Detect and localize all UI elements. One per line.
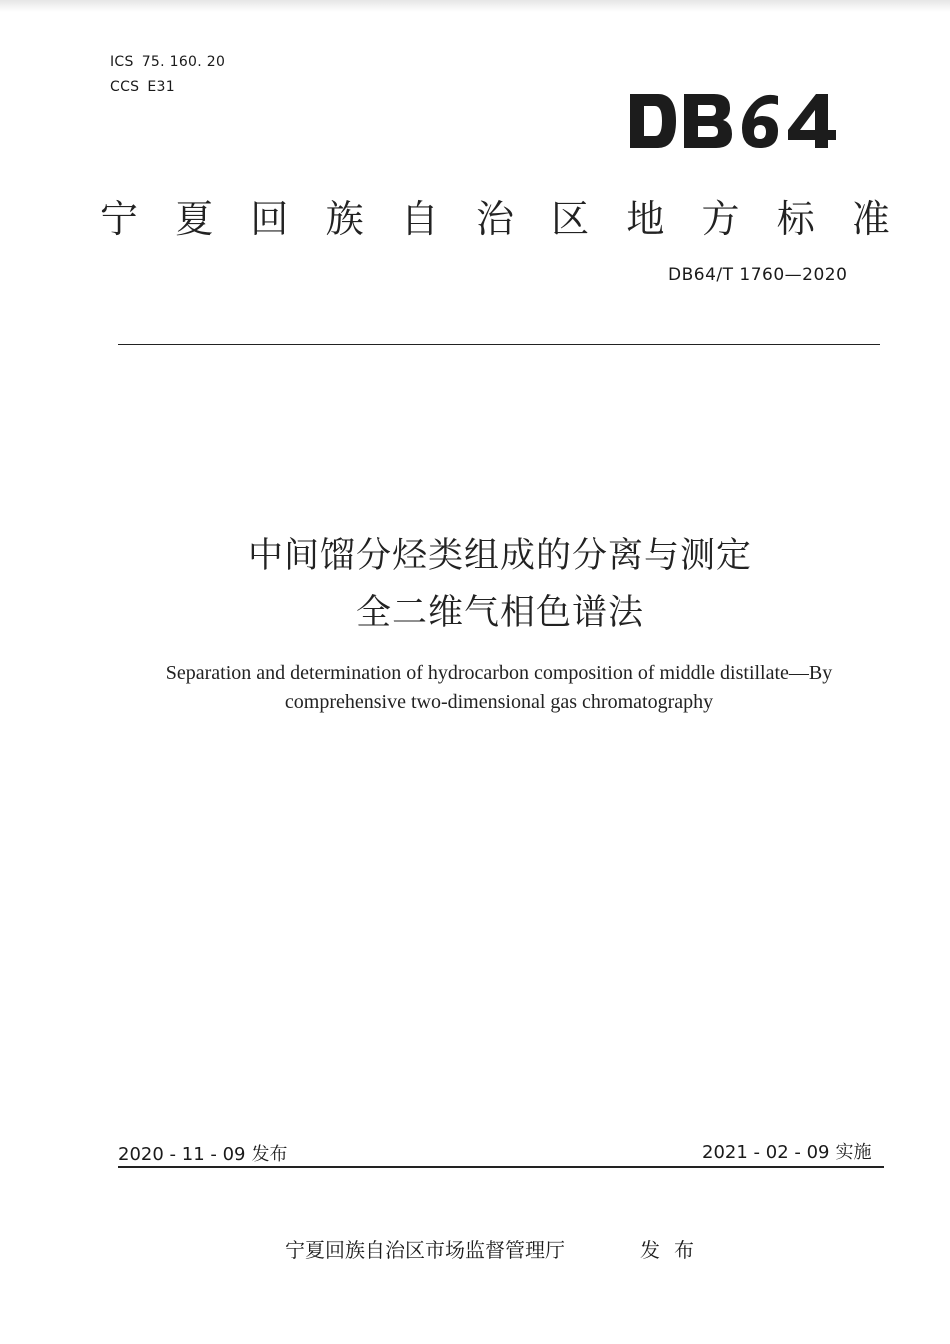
- publish-date-value: 2020 - 11 - 09: [118, 1144, 246, 1165]
- implement-date-value: 2021 - 02 - 09: [702, 1142, 830, 1163]
- issued-label: 发布: [640, 1238, 708, 1262]
- header-divider: [118, 344, 880, 345]
- publish-label: 发布: [251, 1144, 288, 1165]
- standard-kind-char: 自: [400, 197, 439, 241]
- ccs-label: CCS: [110, 79, 140, 95]
- ics-value: 75. 160. 20: [141, 54, 226, 70]
- standard-kind-char: 准: [851, 197, 890, 241]
- standard-kind-char: 回: [250, 197, 289, 241]
- standard-kind-char: 夏: [175, 197, 214, 241]
- title-cn-line1: 中间馏分烃类组成的分离与测定: [247, 536, 752, 576]
- db64-logo-graphic: [628, 86, 840, 156]
- title-cn-line2: 全二维气相色谱法: [355, 593, 644, 633]
- ics-label: ICS: [110, 54, 134, 70]
- standard-kind-char: 宁: [100, 197, 139, 241]
- publish-date: [118, 1140, 288, 1166]
- ics-code: [110, 54, 225, 70]
- issuer-name: 宁夏回族自治区市场监督管理厅: [285, 1238, 565, 1262]
- standard-kind: [100, 188, 890, 243]
- implement-date: [702, 1138, 872, 1164]
- standard-number: DB64/T 1760—2020: [668, 265, 848, 285]
- db64-logo: [628, 86, 840, 156]
- footer-divider: [118, 1166, 884, 1168]
- implement-label: 实施: [835, 1142, 872, 1163]
- standard-kind-char: 方: [701, 197, 740, 241]
- ccs-value: E31: [147, 79, 175, 95]
- ccs-code: [110, 79, 175, 95]
- title-en-line1: Separation and determination of hydrocarbon composition of middle distillate—By: [165, 662, 833, 684]
- standard-kind-char: 治: [475, 197, 514, 241]
- standard-kind-char: 标: [776, 197, 815, 241]
- standard-kind-char: 族: [325, 197, 364, 241]
- title-en-line2: comprehensive two-dimensional gas chromatography: [284, 691, 714, 713]
- standard-kind-char: 地: [626, 197, 665, 241]
- standard-kind-char: 区: [551, 197, 590, 241]
- scan-edge: [0, 0, 950, 12]
